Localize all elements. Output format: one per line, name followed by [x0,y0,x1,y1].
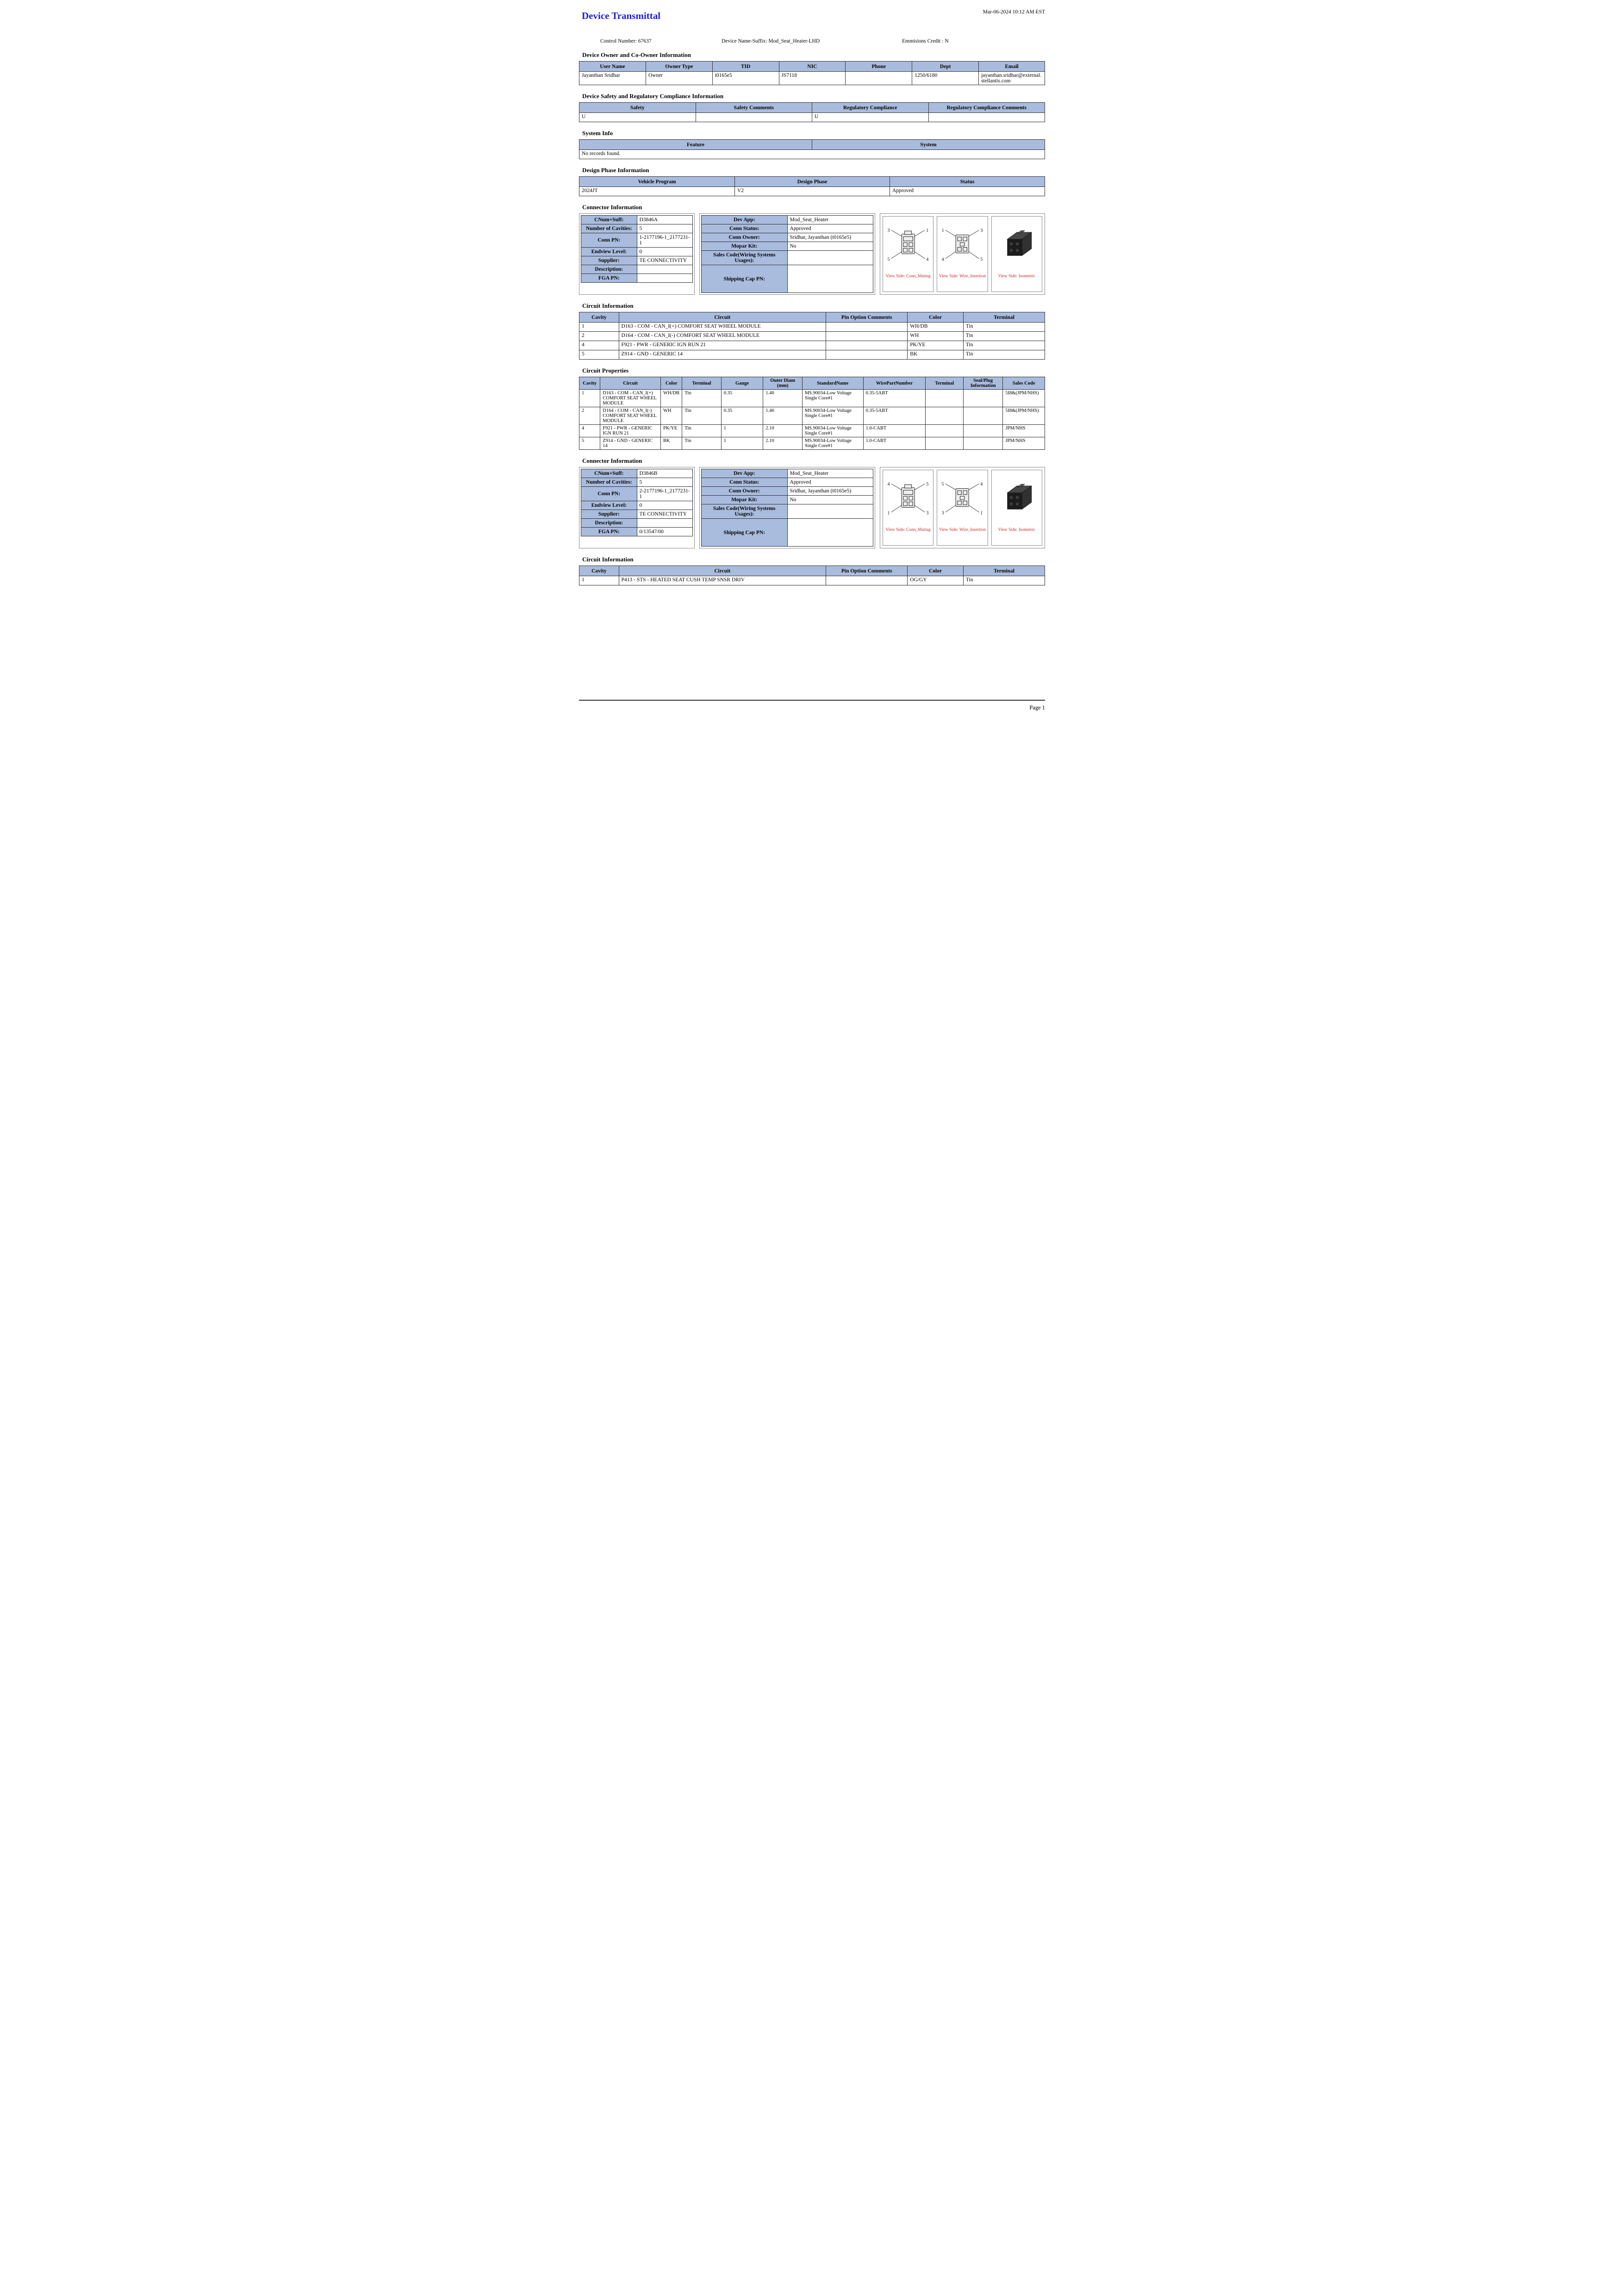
field-value [787,265,873,293]
table-cell: 5I8&(JPM/NHS) [1003,390,1045,407]
field-label: Number of Cavities: [581,224,637,233]
table-row [579,150,1045,159]
owner-table [579,61,1045,85]
column-header: StandardName [802,377,863,390]
table-cell: 4 [579,341,619,350]
table-row [579,341,1045,350]
field-label: Number of Cavities: [581,478,637,487]
column-header: Terminal [926,377,963,390]
circuit-properties-table [579,377,1045,450]
table-cell: Tin [682,425,722,437]
table-cell: 1.40 [763,407,803,425]
view-conn-mating [883,470,933,546]
table-cell: P413 - STS - HEATED SEAT CUSH TEMP SNSR DRIV [619,576,826,585]
table-cell: 5 [579,437,600,450]
table-cell: D164 - COM - CAN_I(-) COMFORT SEAT WHEEL MODULE [600,407,661,425]
view-caption: View Side: Conn_Mating [885,528,931,532]
field-value [787,251,873,265]
table-cell: V2 [735,187,890,196]
field-row [581,248,693,256]
field-label: FGA PN: [581,528,637,536]
table-cell: 2 [579,407,600,425]
column-header: Circuit [600,377,661,390]
table-cell: 0.35 [721,407,763,425]
field-row [581,528,693,536]
field-row [702,233,873,242]
table-cell: F921 - PWR - GENERIC IGN RUN 21 [600,425,661,437]
table-cell: 0.35-5ABT [863,407,926,425]
field-label: Endview Level: [581,501,637,510]
pin-label: 5 [941,481,944,487]
view-conn-mating [883,216,933,292]
column-header: Pin Option Comments [826,312,908,323]
field-row [702,487,873,496]
connector-views-panel [880,467,1045,548]
table-cell: U [579,113,696,122]
field-label: Mopar Kit: [702,496,788,504]
section-heading-system-info: System Info [582,130,613,137]
section-heading-safety: Device Safety and Regulatory Compliance Information [582,93,724,100]
table-cell: Tin [963,332,1045,341]
field-label: Shipping Cap PN: [702,519,788,547]
field-label: FGA PN: [581,274,637,283]
pin-label: 4 [941,257,944,262]
field-label: Conn PN: [581,487,637,501]
table-row [579,113,1045,122]
table-cell: U [812,113,929,122]
column-header: Circuit [619,312,826,323]
section-heading-connector-2: Connector Information [582,457,642,464]
column-header: Dept [912,62,979,72]
column-header: Cavity [579,312,619,323]
table-cell: 5 [579,350,619,360]
field-row [581,469,693,478]
column-header: Regulatory Compliance [812,103,929,113]
table-cell [826,350,908,360]
table-cell: MS.90034-Low Voltage Single Core#1 [802,425,863,437]
column-header: Seal/Plug Information [963,377,1003,390]
table-cell [826,332,908,341]
table-cell: WH/DB [661,390,682,407]
connector-status-table [701,215,873,293]
field-value [637,519,693,528]
table-cell: Z914 - GND - GENERIC 14 [619,350,826,360]
field-value: Mod_Seat_Heater [787,469,873,478]
view-isometric [991,470,1042,546]
table-row [579,390,1045,407]
field-row [702,496,873,504]
field-label: Conn PN: [581,233,637,248]
field-row [702,519,873,547]
table-cell: jayanthan.sridhar@external.stellantis.com [979,72,1045,85]
section-heading-design-phase: Design Phase Information [582,167,649,174]
pin-label: 4 [980,481,983,487]
table-cell [826,341,908,350]
field-row [702,504,873,519]
document-page [557,0,1067,721]
table-cell: Tin [682,390,722,407]
field-label: CNum+Suff: [581,216,637,224]
design-phase-table [579,176,1045,196]
isometric-diagram [993,475,1041,521]
pin-label: 5 [926,481,929,487]
table-cell: JPM/NHS [1003,425,1045,437]
table-cell: F921 - PWR - GENERIC IGN RUN 21 [619,341,826,350]
column-header: Color [908,566,964,576]
column-header: Regulatory Compliance Comments [928,103,1045,113]
field-row [581,519,693,528]
field-row [581,501,693,510]
column-header: WirePartNumber [863,377,926,390]
table-cell: D163 - COM - CAN_I(+) COMFORT SEAT WHEEL MODULE [619,323,826,332]
table-cell: Jayanthan Sridhar [579,72,646,85]
table-cell: Tin [963,323,1045,332]
table-cell: 4 [579,425,600,437]
table-cell: Tin [963,350,1045,360]
field-row [581,256,693,265]
table-cell: WH [908,332,964,341]
column-header: Feature [579,140,812,150]
pin-label: 3 [980,228,983,233]
field-value: Sridhar, Jayanthan (t0165e5) [787,487,873,496]
field-value [637,274,693,283]
table-cell: 2 [579,332,619,341]
field-row [702,251,873,265]
column-header: Owner Type [646,62,712,72]
table-cell: Tin [963,576,1045,585]
header-row [579,62,1045,72]
table-row [579,350,1045,360]
section-heading-owner: Device Owner and Co-Owner Information [582,51,691,58]
table-cell: t0165e5 [712,72,779,85]
view-caption: View Side: Isometric [998,528,1035,532]
connector-status-table [701,469,873,547]
field-label: Conn Status: [702,478,788,487]
table-cell: 5I8&(JPM/NHS) [1003,407,1045,425]
section-heading-circuit-info-2: Circuit Information [582,556,634,563]
column-header: Gauge [721,377,763,390]
field-value: Approved [787,478,873,487]
isometric-diagram [993,221,1041,267]
field-value: 0/13547/00 [637,528,693,536]
field-row [581,224,693,233]
table-cell: Owner [646,72,712,85]
field-row [581,233,693,248]
table-cell: 1.40 [763,390,803,407]
table-cell [963,425,1003,437]
pin-label: 4 [887,481,890,487]
meta-row [579,38,1045,44]
field-row [581,487,693,501]
field-value: Mod_Seat_Heater [787,216,873,224]
field-value: TE CONNECTIVITY [637,510,693,519]
field-value: 5 [637,224,693,233]
field-label: Supplier: [581,256,637,265]
table-cell: Approved [890,187,1045,196]
field-label: Conn Status: [702,224,788,233]
field-value: 1-2177196-1_2177231-1 [637,233,693,248]
table-cell: PK/YE [661,425,682,437]
field-row [702,265,873,293]
field-value: No [787,242,873,251]
header-row [579,377,1045,390]
field-label: Description: [581,519,637,528]
table-cell: MS.90034-Low Voltage Single Core#1 [802,407,863,425]
table-cell: D163 - COM - CAN_I(+) COMFORT SEAT WHEEL MODULE [600,390,661,407]
field-row [581,274,693,283]
section-heading-connector-1: Connector Information [582,204,642,211]
column-header: Cavity [579,566,619,576]
field-row [702,224,873,233]
timestamp: Mar-06-2024 10:12 AM EST [983,9,1045,15]
field-label: Sales Code(Wiring Systems Usages): [702,504,788,519]
column-header: System [812,140,1045,150]
page-footer [579,700,1045,711]
field-label: Endview Level: [581,248,637,256]
column-header: Vehicle Program [579,177,735,187]
table-row [579,323,1045,332]
column-header: Outer Diam (mm) [763,377,803,390]
header-row [579,566,1045,576]
table-row [579,72,1045,85]
table-cell: PK/YE [908,341,964,350]
field-value: No [787,496,873,504]
safety-table [579,102,1045,122]
pin-label: 3 [926,510,929,516]
connector-attrs-panel [579,213,695,295]
header-row [579,103,1045,113]
table-cell [926,407,963,425]
table-row [579,187,1045,196]
control-number: Control Number: 67637 [600,38,652,44]
field-label: Supplier: [581,510,637,519]
table-cell: BK [661,437,682,450]
field-label: Conn Owner: [702,487,788,496]
header-row [579,140,1045,150]
table-row [579,437,1045,450]
connector-block-1 [579,213,1045,295]
conn-mating-diagram [884,221,932,267]
table-cell: JS7118 [779,72,846,85]
field-value [787,504,873,519]
field-value: 0 [637,248,693,256]
view-caption: View Side: Wire_Insertion [939,528,986,532]
page-header [579,7,1045,22]
field-row [702,469,873,478]
view-caption: View Side: Isometric [998,274,1035,279]
table-cell: 1.0-CABT [863,437,926,450]
field-value: Approved [787,224,873,233]
pin-label: 3 [887,228,890,233]
column-header: Phone [846,62,912,72]
table-cell: Tin [682,407,722,425]
field-row [581,478,693,487]
header-row [579,312,1045,323]
table-cell [926,390,963,407]
table-cell [926,437,963,450]
column-header: Cavity [579,377,600,390]
field-value: D3846B [637,469,693,478]
table-cell: BK [908,350,964,360]
table-cell: MS.90034-Low Voltage Single Core#1 [802,390,863,407]
pin-label: 4 [926,257,929,262]
table-cell [963,437,1003,450]
connector-views-panel [880,213,1045,295]
field-row [581,265,693,274]
table-cell [963,407,1003,425]
connector-status-panel [699,467,875,548]
connector-block-2 [579,467,1045,548]
view-wire-insertion [937,470,988,546]
field-value: 2-2177196-1_2177231-1 [637,487,693,501]
table-cell: MS.90034-Low Voltage Single Core#1 [802,437,863,450]
pin-label: 1 [980,510,983,516]
table-cell: 0.35 [721,390,763,407]
column-header: Status [890,177,1045,187]
connector-attrs-table [581,215,693,283]
table-cell [826,576,908,585]
connector-status-panel [699,213,875,295]
table-cell: 1.0-CABT [863,425,926,437]
view-caption: View Side: Conn_Mating [885,274,931,279]
connector-attrs-table [581,469,693,536]
wire-insertion-diagram [938,221,986,267]
column-header: Safety [579,103,696,113]
table-cell [963,390,1003,407]
table-cell: 1 [579,576,619,585]
field-value: 5 [637,478,693,487]
header-row [579,177,1045,187]
no-records-cell: No records found. [579,150,1045,159]
pin-label: 1 [926,228,929,233]
column-header: Terminal [963,566,1045,576]
table-cell [826,323,908,332]
emissions-credit: Emmisions Credit : N [902,38,949,44]
table-row [579,407,1045,425]
table-cell [846,72,912,85]
table-cell: WH/DB [908,323,964,332]
table-cell: JPM/NHS [1003,437,1045,450]
system-info-table [579,139,1045,159]
column-header: Sales Code [1003,377,1045,390]
table-cell: OG/GY [908,576,964,585]
field-label: Sales Code(Wiring Systems Usages): [702,251,788,265]
field-value: Sridhar, Jayanthan (t0165e5) [787,233,873,242]
table-row [579,332,1045,341]
table-cell: 1 [579,390,600,407]
table-cell: Tin [682,437,722,450]
table-cell: 2.10 [763,437,803,450]
pin-label: 5 [980,257,983,262]
table-cell [926,425,963,437]
field-row [702,216,873,224]
table-cell: 1250/6180 [912,72,979,85]
field-label: Dev App: [702,469,788,478]
pin-label: 1 [887,510,890,516]
page-title: Device Transmittal [582,10,661,21]
table-cell: 1 [721,425,763,437]
pin-label: 5 [887,257,890,262]
wire-insertion-diagram [938,475,986,521]
circuit-info-table-1 [579,312,1045,360]
column-header: Circuit [619,566,826,576]
column-header: Color [661,377,682,390]
field-value: 0 [637,501,693,510]
column-header: TID [712,62,779,72]
table-cell: WH [661,407,682,425]
field-row [581,510,693,519]
table-cell: Z914 - GND - GENERIC 14 [600,437,661,450]
field-value [637,265,693,274]
column-header: Email [979,62,1045,72]
table-cell: Tin [963,341,1045,350]
column-header: Color [908,312,964,323]
section-heading-circuit-info-1: Circuit Information [582,302,634,309]
column-header: Pin Option Comments [826,566,908,576]
pin-label: 1 [941,228,944,233]
table-row [579,425,1045,437]
table-cell [696,113,812,122]
table-cell [928,113,1045,122]
column-header: Safety Comments [696,103,812,113]
field-label: Description: [581,265,637,274]
column-header: Design Phase [735,177,890,187]
table-cell: 0.35-5ABT [863,390,926,407]
table-cell: 1 [579,323,619,332]
table-cell: 2.10 [763,425,803,437]
column-header: User Name [579,62,646,72]
field-value [787,519,873,547]
field-label: Dev App: [702,216,788,224]
column-header: Terminal [963,312,1045,323]
column-header: NIC [779,62,846,72]
pin-label: 3 [941,510,944,516]
table-cell: D164 - COM - CAN_I(-) COMFORT SEAT WHEEL MODULE [619,332,826,341]
field-row [702,242,873,251]
table-cell: 2024JT [579,187,735,196]
field-row [702,478,873,487]
field-label: CNum+Suff: [581,469,637,478]
field-label: Mopar Kit: [702,242,788,251]
table-row [579,576,1045,585]
field-row [581,216,693,224]
view-wire-insertion [937,216,988,292]
connector-attrs-panel [579,467,695,548]
field-value: D3846A [637,216,693,224]
section-heading-circuit-properties: Circuit Properties [582,367,629,374]
field-value: TE CONNECTIVITY [637,256,693,265]
circuit-info-table-2 [579,566,1045,585]
field-label: Shipping Cap PN: [702,265,788,293]
conn-mating-diagram [884,475,932,521]
field-label: Conn Owner: [702,233,788,242]
column-header: Terminal [682,377,722,390]
view-isometric [991,216,1042,292]
device-name-suffix: Device Name-Suffix: Mod_Seat_Heater-LHD [722,38,820,44]
page-number: Page 1 [1029,704,1045,711]
table-cell: 1 [721,437,763,450]
view-caption: View Side: Wire_Insertion [939,274,986,279]
